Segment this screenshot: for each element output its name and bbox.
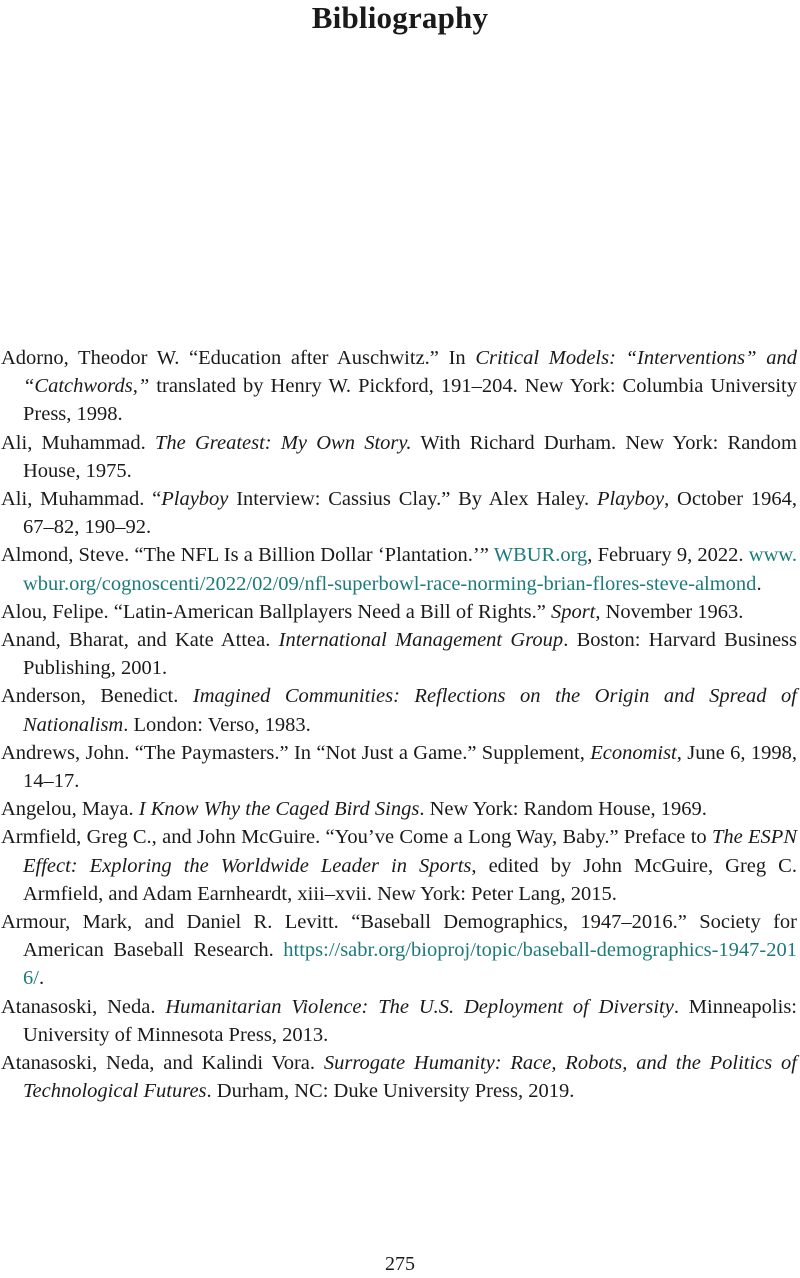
page-title: Bibliography xyxy=(311,0,489,35)
page-number: 275 xyxy=(385,1253,415,1275)
bibliography-entry xyxy=(1,429,797,485)
bibliography-list xyxy=(1,344,797,1105)
entry-text: Armfield, Greg C., and John McGuire. “You’ve Come a Long Way, Baby.” Preface to xyxy=(1,826,712,849)
entry-text: Ali, Muhammad. “ xyxy=(1,488,162,511)
entry-text: , February 9, 2022. xyxy=(587,544,749,567)
bibliography-entry xyxy=(1,795,797,823)
bibliography-entry xyxy=(1,344,797,429)
entry-text: , November 1963. xyxy=(595,600,744,623)
entry-title-italic: Sport xyxy=(550,600,596,623)
entry-link[interactable]: https://sabr.org/bioproj/topic/baseball-demographics-1947-2016/ xyxy=(23,939,797,990)
entry-text: Almond, Steve. “The NFL Is a Billion Dollar ‘Plantation.’” xyxy=(1,544,494,567)
entry-text: Anderson, Benedict. xyxy=(1,685,193,708)
entry-text: . London: Verso, 1983. xyxy=(123,713,311,736)
entry-text: . xyxy=(38,967,45,990)
bibliography-entry xyxy=(1,823,797,908)
entry-text: , June 6, 1998, 14–17. xyxy=(23,741,797,793)
entry-text: Atanasoski, Neda, and Kalindi Vora. xyxy=(1,1052,324,1075)
entry-text: . Boston: Harvard Business Publishing, 2001. xyxy=(23,629,798,680)
entry-title-italic: Critical Models: “Interventions” and “Catchwords,” xyxy=(23,347,797,398)
entry-title-italic: Playboy xyxy=(596,488,665,511)
entry-title-italic: Imagined Communities: Reflections on the Origin and Spread of Nationalism xyxy=(23,685,797,736)
entry-title-italic: International Management Group xyxy=(278,629,564,652)
entry-text: Alou, Felipe. “Latin-American Ballplayers Need a Bill of Rights.” xyxy=(1,600,551,623)
entry-link[interactable]: www.wbur.org/cognoscenti/2022/02/09/nfl-superbowl-race-norming-brian-flores-steve-almond xyxy=(23,544,797,595)
entry-title-italic: The Greatest: My Own Story. xyxy=(154,431,412,454)
entry-text: Andrews, John. “The Paymasters.” In “Not Just a Game.” Supplement, xyxy=(1,741,591,764)
bibliography-entry xyxy=(1,541,797,597)
entry-text: . Durham, NC: Duke University Press, 2019. xyxy=(206,1080,575,1103)
bibliography-entry xyxy=(1,739,797,795)
bibliography-entry xyxy=(1,598,797,626)
bibliography-entry xyxy=(1,485,797,541)
entry-text: Interview: Cassius Clay.” By Alex Haley. xyxy=(228,488,597,511)
bibliography-entry xyxy=(1,682,797,738)
entry-text: . xyxy=(756,572,762,595)
entry-title-italic: I Know Why the Caged Bird Sings xyxy=(138,798,420,821)
entry-text: . New York: Random House, 1969. xyxy=(419,798,707,821)
entry-text: Armour, Mark, and Daniel R. Levitt. “Baseball Demographics, 1947–2016.” Society for American Baseball Research. xyxy=(1,911,797,962)
entry-text: translated by Henry W. Pickford, 191–204. New York: Columbia University Press, 1998. xyxy=(23,375,797,426)
bibliography-entry xyxy=(1,626,797,682)
entry-text: With Richard Durham. New York: Random House, 1975. xyxy=(23,431,798,482)
entry-text: , edited by John McGuire, Greg C. Armfield, and Adam Earnheardt, xiii–xvii. New York: Peter Lang, 2015. xyxy=(23,854,797,905)
entry-text: Atanasoski, Neda. xyxy=(1,995,166,1018)
entry-title-italic: Humanitarian Violence: The U.S. Deployment of Diversity xyxy=(165,995,674,1018)
bibliography-entry xyxy=(1,1049,797,1105)
bibliography-entry xyxy=(1,908,797,993)
entry-title-italic: The ESPN Effect: Exploring the Worldwide Leader in Sports xyxy=(23,826,798,877)
bibliography-entry xyxy=(1,993,797,1049)
entry-text: , October 1964, 67–82, 190–92. xyxy=(23,488,797,539)
entry-text: . Minneapolis: University of Minnesota Press, 2013. xyxy=(23,995,797,1046)
entry-text: Anand, Bharat, and Kate Attea. xyxy=(1,629,279,652)
entry-title-italic: Surrogate Humanity: Race, Robots, and the Politics of Technological Futures xyxy=(23,1052,797,1103)
entry-text: Adorno, Theodor W. “Education after Auschwitz.” In xyxy=(1,347,476,369)
entry-link[interactable]: WBUR.org xyxy=(493,544,588,567)
entry-title-italic: Economist xyxy=(590,741,677,764)
entry-title-italic: Playboy xyxy=(161,488,229,511)
entry-text: Ali, Muhammad. xyxy=(1,431,155,454)
entry-text: Angelou, Maya. xyxy=(1,798,139,821)
